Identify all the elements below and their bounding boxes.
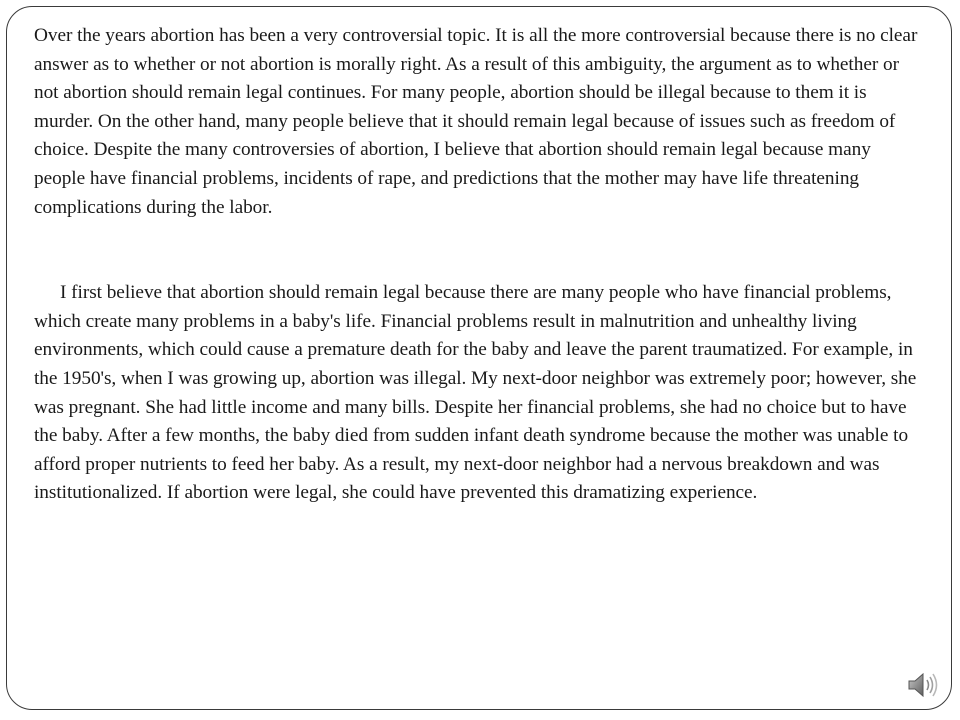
paragraph-financial-problems: I first believe that abortion should remain legal because there are many people who have financial problems, which create many problems in a baby's life. Financial problems result in malnutrition and unhealthy living environments, which could cause a premature death for the baby and leave the parent traumatized. For example, in the 1950's, when I was growing up, abortion was illegal. My next-door neighbor was extremely poor; however, she was pregnant. She had little income and many bills. Despite her financial problems, she had no choice but to have the baby. After a few months, the baby died from sudden infant death syndrome because the mother was unable to afford proper nutrients to feed her baby. As a result, my next-door neighbor had a nervous breakdown and was institutionalized. If abortion were legal, she could have prevented this dramatizing experience. xyxy=(34,282,917,504)
paragraph-introduction: Over the years abortion has been a very controversial topic. It is all the more controversial because there is no clear answer as to whether or not abortion is morally right. As a result of this ambiguity, the argument as to whether or not abortion should remain legal continues. For many people, abortion should be illegal because to them it is murder. On the other hand, many people believe that it should remain legal because of issues such as freedom of choice. Despite the many controversies of abortion, I believe that abortion should remain legal because many people have financial problems, incidents of rape, and predictions that the mother may have life threatening complications during the labor. xyxy=(34,25,918,218)
document-body xyxy=(34,22,926,508)
speaker-icon[interactable] xyxy=(906,670,940,700)
speaker-icon-graphic xyxy=(906,670,940,700)
